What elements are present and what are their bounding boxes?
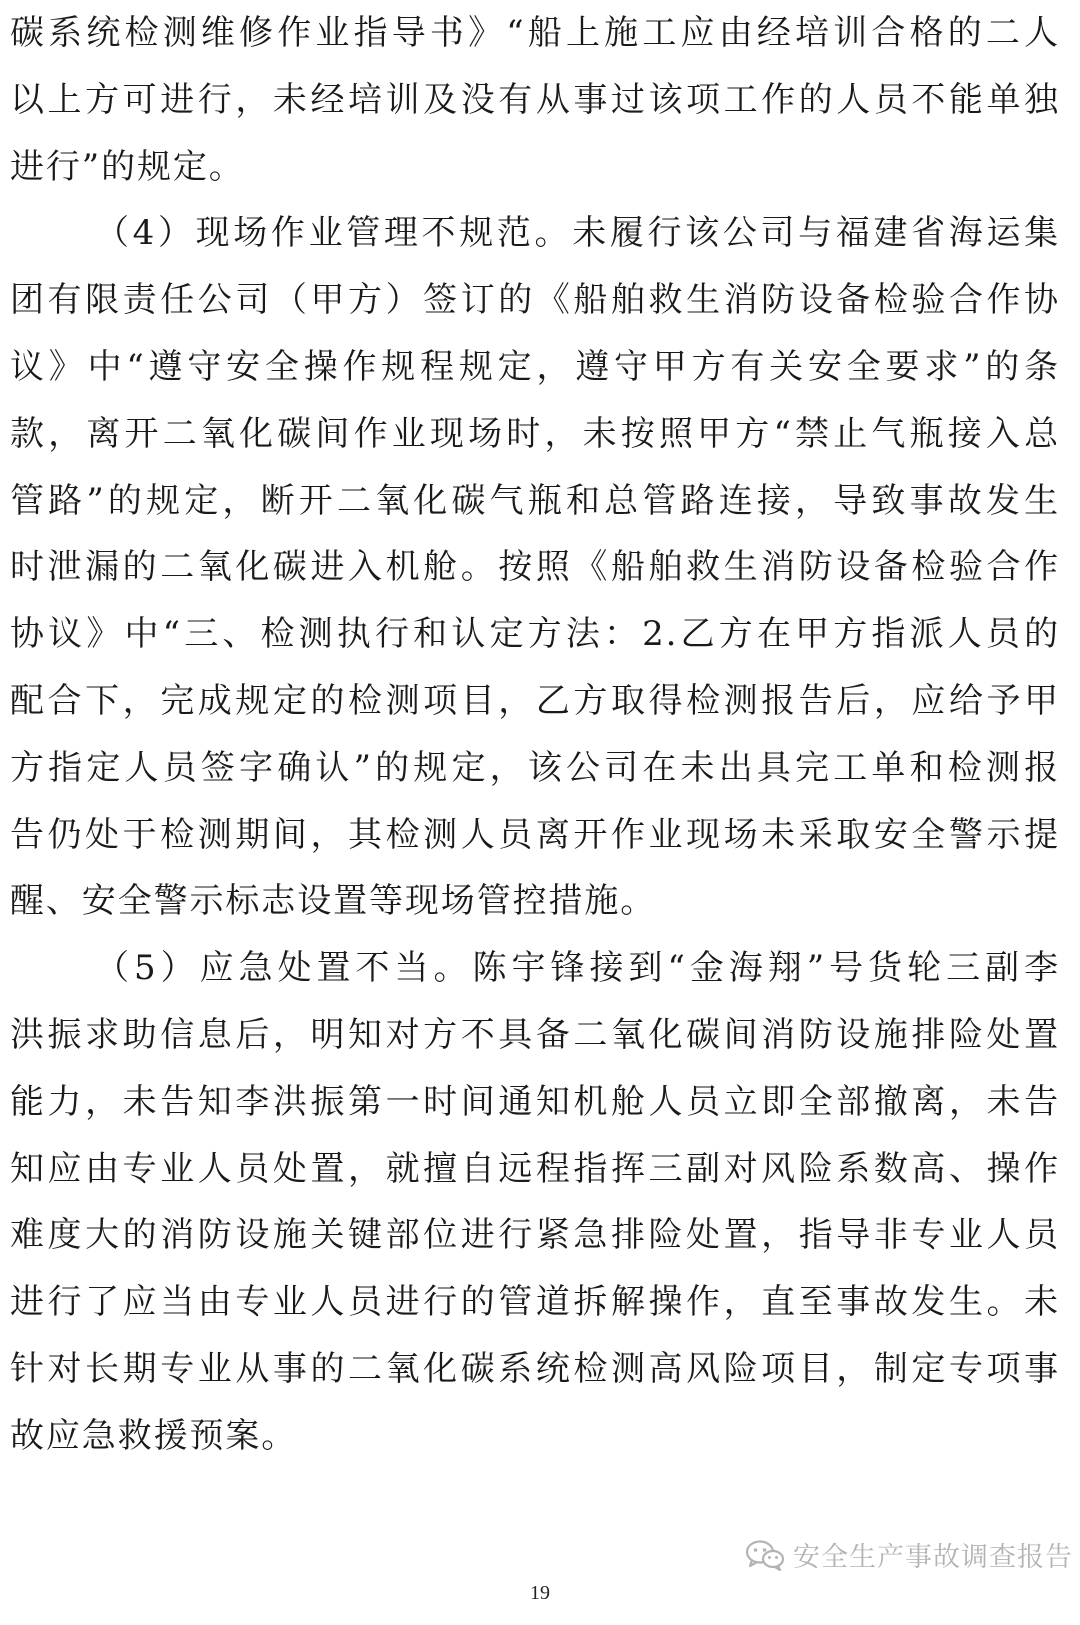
text-line: （4）现场作业管理不规范。未履行该公司与福建省海运集 <box>95 213 1060 254</box>
watermark-text: 安全生产事故调查报告 <box>793 1542 1073 1573</box>
text-line: 时泄漏的二氧化碳进入机舱。按照《船舶救生消防设备检验合作 <box>10 547 1060 588</box>
text-line: 醒、安全警示标志设置等现场管控措施。 <box>10 881 657 922</box>
watermark <box>745 1535 1073 1574</box>
document-body <box>10 0 1060 1470</box>
text-line: 知应由专业人员处置，就擅自远程指挥三副对风险系数高、操作 <box>10 1148 1060 1189</box>
text-line: 能力，未告知李洪振第一时间通知机舱人员立即全部撤离，未告 <box>10 1081 1060 1122</box>
text-line: 团有限责任公司（甲方）签订的《船舶救生消防设备检验合作协 <box>10 280 1060 321</box>
text-line: 故应急救援预案。 <box>10 1415 298 1456</box>
text-line: 款，离开二氧化碳间作业现场时，未按照甲方“禁止气瓶接入总 <box>10 413 1060 454</box>
text-line: 以上方可进行，未经培训及没有从事过该项工作的人员不能单独 <box>10 79 1060 120</box>
text-line: 洪振求助信息后，明知对方不具备二氧化碳间消防设施排险处置 <box>10 1014 1060 1055</box>
text-line: 难度大的消防设施关键部位进行紧急排险处置，指导非专业人员 <box>10 1215 1060 1256</box>
text-line: 碳系统检测维修作业指导书》“船上施工应由经培训合格的二人 <box>10 13 1060 53</box>
text-line: 进行”的规定。 <box>10 146 245 187</box>
text-line: 告仍处于检测期间，其检测人员离开作业现场未采取安全警示提 <box>10 814 1060 855</box>
text-line: 方指定人员签字确认”的规定，该公司在未出具完工单和检测报 <box>10 747 1060 788</box>
text-line: （5）应急处置不当。陈宇锋接到“金海翔”号货轮三副李 <box>95 948 1060 989</box>
text-line: 配合下，完成规定的检测项目，乙方取得检测报告后，应给予甲 <box>10 680 1060 721</box>
wechat-icon <box>745 1539 785 1571</box>
text-line: 针对长期专业从事的二氧化碳系统检测高风险项目，制定专项事 <box>10 1348 1060 1389</box>
text-line: 进行了应当由专业人员进行的管道拆解操作，直至事故发生。未 <box>10 1282 1060 1323</box>
text-line: 协议》中“三、检测执行和认定方法：2.乙方在甲方指派人员的 <box>10 614 1060 655</box>
text-line: 管路”的规定，断开二氧化碳气瓶和总管路连接，导致事故发生 <box>10 480 1060 521</box>
text-line: 议》中“遵守安全操作规程规定，遵守甲方有关安全要求”的条 <box>10 346 1060 387</box>
page-number: 19 <box>530 1582 550 1604</box>
